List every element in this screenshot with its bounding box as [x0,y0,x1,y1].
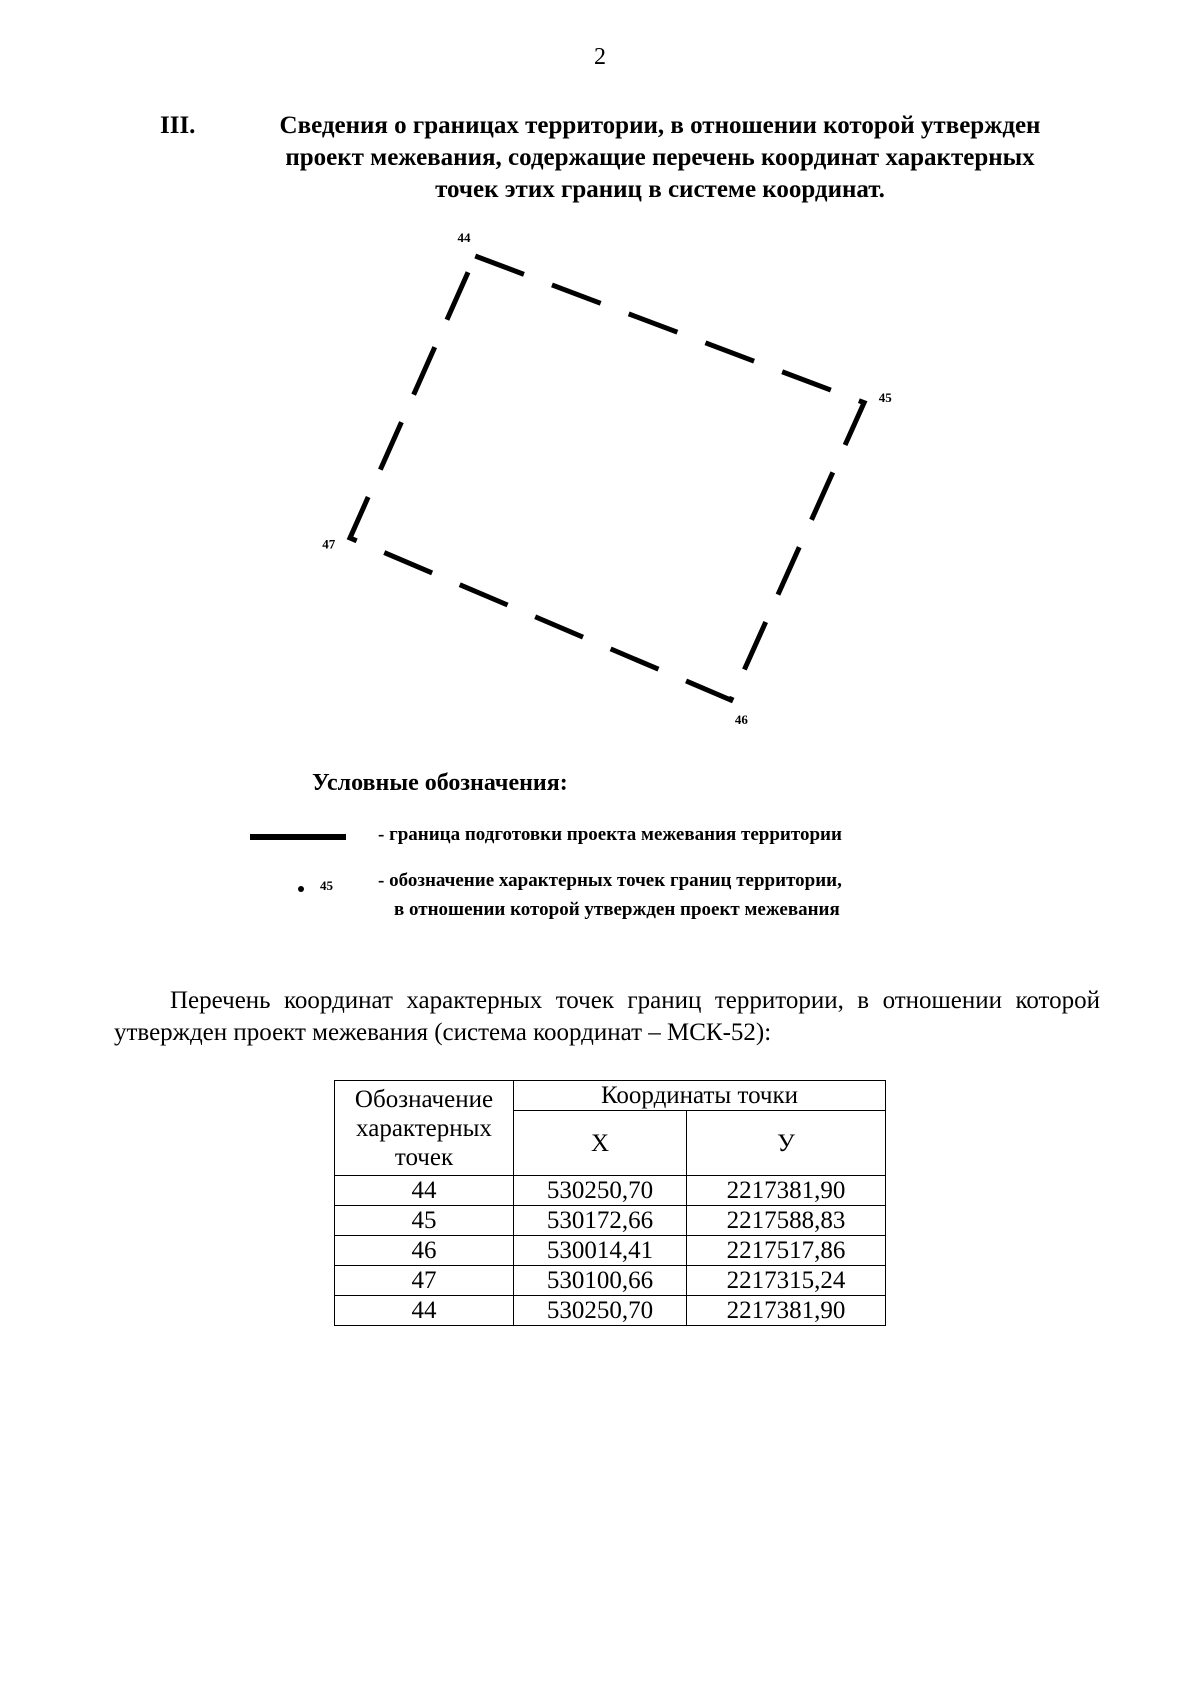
cell-x: 530250,70 [514,1176,687,1206]
point-labels [322,230,892,727]
cell-x: 530250,70 [514,1296,687,1326]
section-title [230,110,1090,206]
point-label: 46 [734,712,748,728]
cell-point: 47 [335,1266,514,1296]
cell-y: 2217381,90 [687,1296,886,1326]
table-row [335,1236,886,1266]
coordinates-intro: Перечень координат характерных точек границ территории, в отношении которой утвержден проект межевания (система координат – МСК-52): [114,987,1100,1046]
cell-point: 45 [335,1206,514,1236]
legend-point-text: - обозначение характерных точек границ территории, [378,870,842,891]
cell-x: 530014,41 [514,1236,687,1266]
cell-point: 44 [335,1296,514,1326]
table-row [335,1176,886,1206]
cell-y: 2217381,90 [687,1176,886,1206]
coordinates-table [334,1080,886,1326]
table-row [335,1266,886,1296]
cell-x: 530100,66 [514,1266,687,1296]
legend-point-text: в отношении которой утвержден проект межевания [394,899,840,920]
cell-y: 2217315,24 [687,1266,886,1296]
header-point: Обозначение характерных точек [335,1081,514,1176]
cell-point: 46 [335,1236,514,1266]
legend-title: Условные обозначения: [312,770,568,796]
cell-point: 44 [335,1176,514,1206]
cell-y: 2217517,86 [687,1236,886,1266]
cell-y: 2217588,83 [687,1206,886,1236]
boundary-scheme [0,200,1200,760]
table-row [335,1296,886,1326]
header-y: У [687,1111,886,1176]
table-row [335,1206,886,1236]
point-label: 47 [322,536,336,552]
table-header-row [335,1081,886,1111]
section-title-line: Сведения о границах территории, в отношении которой утвержден [279,112,1041,139]
page-number: 2 [594,44,606,70]
section-title-line: точек этих границ в системе координат. [435,176,885,203]
legend-boundary-text: - граница подготовки проекта межевания территории [378,824,842,845]
point-label: 45 [878,389,892,405]
section-number: III. [160,112,196,139]
legend-boundary-line [250,834,346,840]
boundary-polygon [350,256,864,700]
section-title-line: проект межевания, содержащие перечень координат характерных [285,144,1035,171]
cell-x: 530172,66 [514,1206,687,1236]
legend-point-dot [298,886,304,892]
header-x: Х [514,1111,687,1176]
header-coords: Координаты точки [514,1081,886,1111]
point-label: 44 [457,230,471,246]
legend-point-label: 45 [320,878,333,893]
